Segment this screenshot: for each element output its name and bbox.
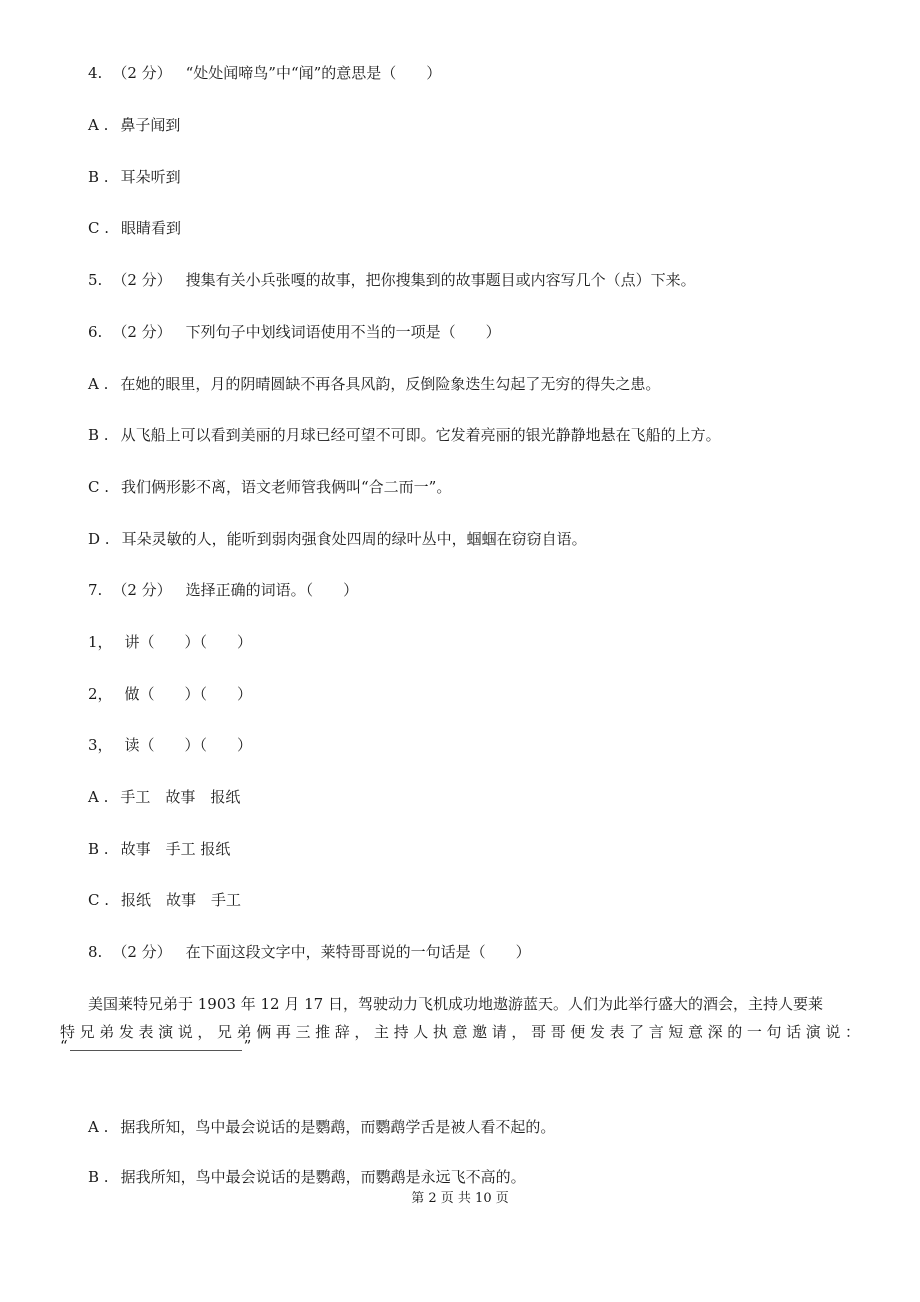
- question-8: [88, 942, 531, 962]
- option-label: B .: [88, 840, 109, 858]
- item-text: 讲（ ）（ ）: [124, 633, 253, 651]
- reading-passage: [60, 994, 860, 1064]
- option-a: [88, 787, 240, 807]
- question-6: [88, 322, 501, 342]
- item-text: 做（ ）（ ）: [124, 685, 253, 703]
- option-d: [88, 529, 587, 549]
- option-a: [88, 115, 180, 135]
- option-b: [88, 1167, 526, 1187]
- question-stem: 下列句子中划线词语使用不当的一项是（ ）: [185, 323, 501, 341]
- option-label: A .: [88, 375, 109, 393]
- option-text: 从飞船上可以看到美丽的月球已经可望不可即。它发着亮丽的银光静静地悬在飞船的上方。: [120, 426, 721, 444]
- option-label: C .: [88, 478, 110, 496]
- option-b: [88, 167, 181, 187]
- option-text: 在她的眼里，月的阴晴圆缺不再各具风韵，反倒险象迭生勾起了无穷的得失之患。: [120, 375, 661, 393]
- option-a: [88, 1117, 555, 1137]
- item-text: 读（ ）（ ）: [124, 736, 253, 754]
- option-label: C .: [88, 891, 110, 909]
- option-label: C .: [88, 219, 110, 237]
- question-number: 4.: [88, 64, 103, 82]
- option-label: B .: [88, 168, 109, 186]
- question-number: 6.: [88, 323, 103, 341]
- item-label: 1，: [88, 633, 113, 651]
- answer-blank-line: [60, 1036, 251, 1056]
- option-label: B .: [88, 1168, 109, 1186]
- quote-close: ”: [243, 1037, 252, 1055]
- page-footer: 第 2 页 共 10 页: [411, 1191, 509, 1206]
- option-b: [88, 839, 230, 859]
- question-number: 8.: [88, 943, 103, 961]
- question-score: （2 分）: [112, 323, 172, 341]
- passage-line-2: 特兄弟发表演说，兄弟俩再三推辞，主持人执意邀请，哥哥便发表了言短意深的一句话演说：: [60, 1023, 860, 1041]
- option-label: A .: [88, 1118, 109, 1136]
- question-4: [88, 63, 441, 83]
- option-label: A .: [88, 788, 109, 806]
- option-text: 我们俩形影不离，语文老师管我俩叫“合二而一”。: [121, 478, 452, 496]
- option-c: [88, 477, 451, 497]
- passage-line-1: 美国莱特兄弟于 1903 年 12 月 17 日，驾驶动力飞机成功地遨游蓝天。人们为此举行盛大的酒会，主持人要莱: [88, 995, 823, 1013]
- question-number: 5.: [88, 271, 103, 289]
- question-stem: 选择正确的词语。（ ）: [185, 581, 359, 599]
- question-score: （2 分）: [112, 581, 172, 599]
- option-text: 手工 故事 报纸: [120, 788, 241, 806]
- option-text: 据我所知，鸟中最会说话的是鹦鹉，而鹦鹉学舌是被人看不起的。: [120, 1118, 556, 1136]
- option-label: B .: [88, 426, 109, 444]
- question-score: （2 分）: [112, 943, 172, 961]
- quote-open: “: [60, 1037, 68, 1055]
- question-7: [88, 580, 358, 600]
- option-label: A .: [88, 116, 109, 134]
- option-text: 耳朵听到: [120, 168, 181, 186]
- option-b: [88, 425, 721, 445]
- question-score: （2 分）: [112, 271, 172, 289]
- question-stem: 搜集有关小兵张嘎的故事，把你搜集到的故事题目或内容写几个（点）下来。: [185, 271, 696, 289]
- item-label: 2，: [88, 685, 113, 703]
- sub-item-3: [88, 735, 252, 755]
- sub-item-2: [88, 684, 252, 704]
- option-a: [88, 374, 660, 394]
- option-text: 据我所知，鸟中最会说话的是鹦鹉，而鹦鹉是永远飞不高的。: [120, 1168, 526, 1186]
- question-5: [88, 270, 696, 290]
- option-text: 故事 手工 报纸: [120, 840, 231, 858]
- option-text: 报纸 故事 手工: [121, 891, 242, 909]
- sub-item-1: [88, 632, 252, 652]
- answer-blank[interactable]: [70, 1038, 242, 1051]
- question-stem: “处处闻啼鸟”中“闻”的意思是（ ）: [185, 64, 442, 82]
- question-number: 7.: [88, 581, 103, 599]
- option-label: D .: [88, 530, 110, 548]
- question-stem: 在下面这段文字中，莱特哥哥说的一句话是（ ）: [185, 943, 531, 961]
- option-text: 耳朵灵敏的人，能听到弱肉强食处四周的绿叶丛中，蝈蝈在窃窃自语。: [121, 530, 587, 548]
- option-text: 鼻子闻到: [120, 116, 181, 134]
- option-c: [88, 218, 181, 238]
- option-text: 眼睛看到: [121, 219, 182, 237]
- item-label: 3，: [88, 736, 113, 754]
- question-score: （2 分）: [112, 64, 172, 82]
- option-c: [88, 890, 241, 910]
